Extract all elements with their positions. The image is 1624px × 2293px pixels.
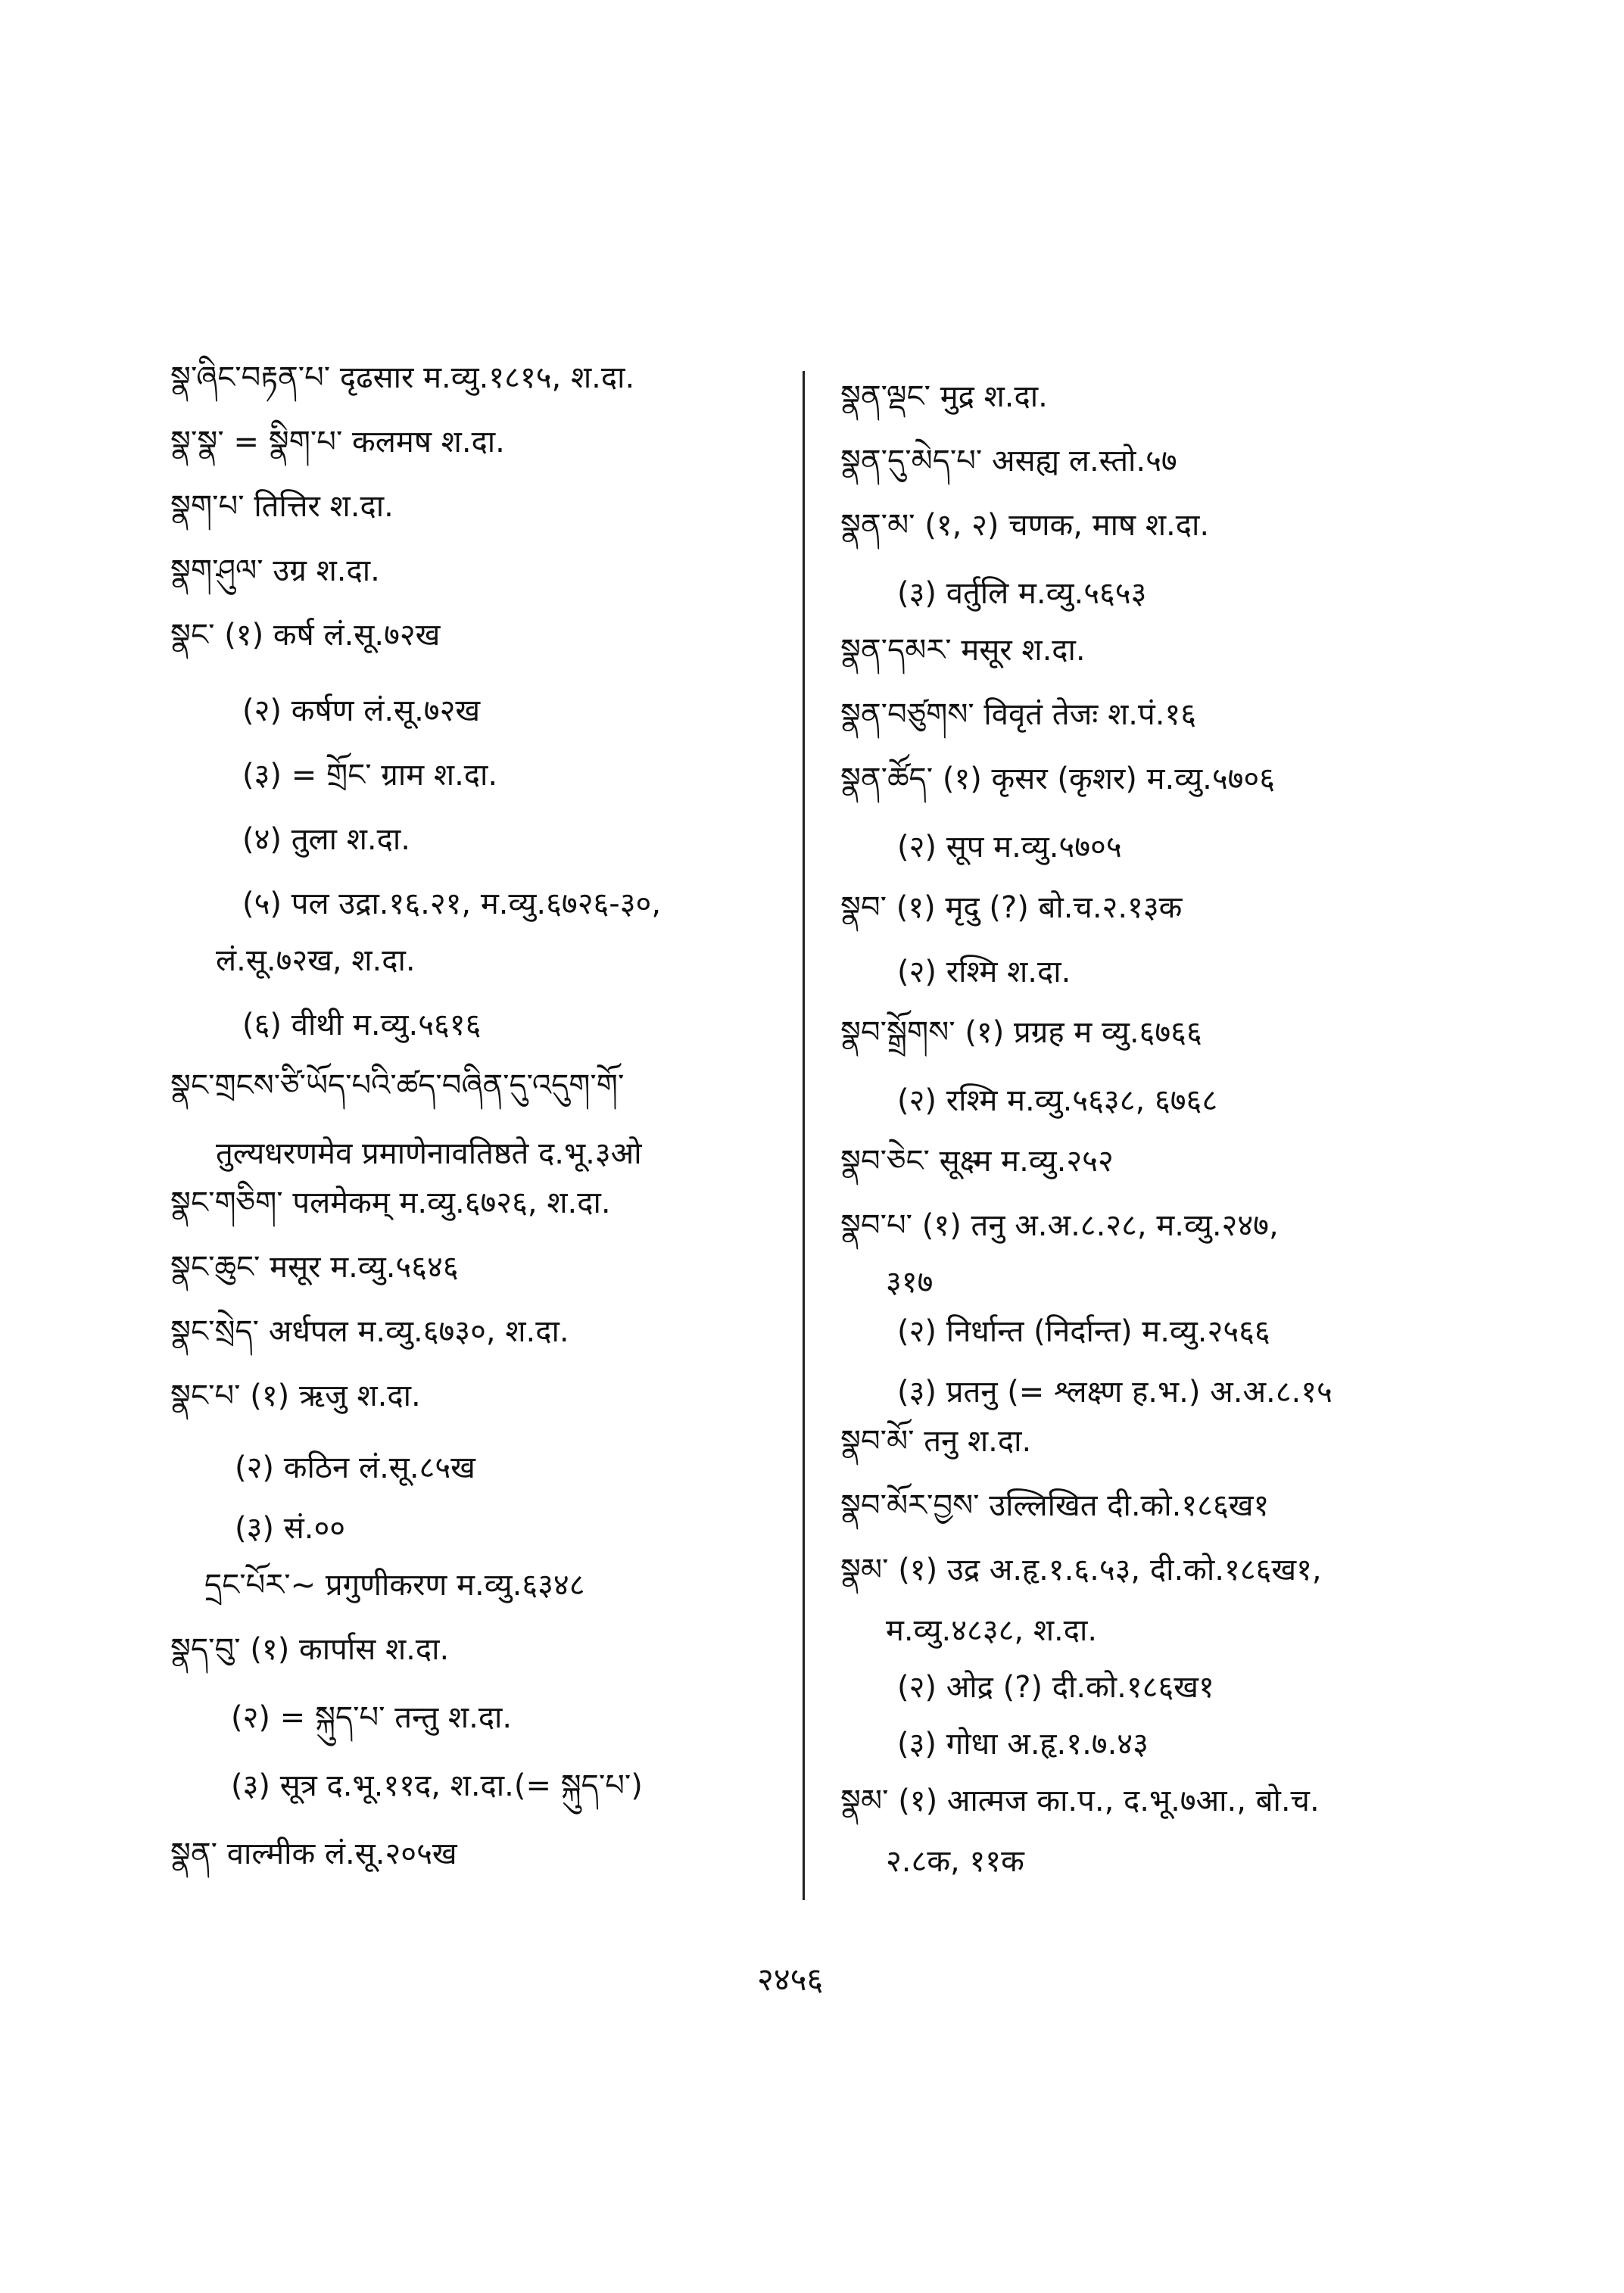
dictionary-entry: སྣང་ (१) कर्ष लं.सू.७२ख <box>170 618 441 653</box>
dictionary-entry: སྣན་མ་ (१, २) चणक, माष श.दा. <box>840 508 1210 543</box>
dictionary-entry: སྣབ་མོར་བྱས་ उल्लिखित दी.को.१८६ख१ <box>840 1488 1270 1523</box>
dictionary-subentry: (२) रश्मि म.व्यु.५६३८, ६७६८ <box>897 1083 1218 1118</box>
dictionary-subentry: (३) सं.०० <box>235 1511 346 1546</box>
dictionary-subentry: (२) कठिन लं.सू.८५ख <box>235 1450 475 1485</box>
dictionary-entry: སྣབ་ཅེང་ सूक्ष्म म.व्यु.२५२ <box>840 1144 1114 1179</box>
dictionary-subentry: དྲང་པོར་~ प्रगुणीकरण म.व्यु.६३४८ <box>204 1568 585 1603</box>
dictionary-entry: སྣབ་པ་ (१) तनु अ.अ.८.२८, म.व्यु.२४७, <box>840 1208 1279 1243</box>
dictionary-entry: སྣ་སྣ་ = སྣིག་པ་ कलमष श.दा. <box>170 425 505 460</box>
dictionary-entry: སྣམ་ (१) उद्र अ.हृ.१.६.५३, दी.को.१८६ख१, <box>840 1553 1322 1587</box>
dictionary-entry: སྣན་དུ་མེད་པ་ असह्य ल.स्तो.५७ <box>840 444 1177 478</box>
dictionary-subentry: (३) प्रतनु (= श्लक्ष्ण ह.भ.) अ.अ.८.१५ <box>897 1375 1333 1410</box>
dictionary-subentry: (२) = སྐུད་པ་ तन्तु श.दा. <box>231 1700 513 1735</box>
dictionary-entry: སྣན་ वाल्मीक लं.सू.२०५ख <box>170 1837 457 1871</box>
dictionary-entry: སྣག་པ་ तित्तिर श.दा. <box>170 489 394 524</box>
dictionary-entry: སྣང་པ་ (१) ऋजु श.दा. <box>170 1379 421 1413</box>
dictionary-subentry: (२) कर्षण लं.सू.७२ख <box>242 693 481 728</box>
dictionary-entry: སྣད་བུ་ (१) कार्पास श.दा. <box>170 1632 450 1667</box>
dictionary-entry: སྣ་ཞིང་བརྟན་པ་ दृढसार म.व्यु.१८१५, श.दा. <box>170 360 635 395</box>
dictionary-subentry: (३) = གྲོང་ ग्राम श.दा. <box>242 758 498 793</box>
dictionary-entry: སྣན་ཚོད་ (१) कृसर (कृशर) म.व्यु.५७०६ <box>840 762 1276 796</box>
dictionary-subentry: (२) रश्मि श.दा. <box>897 955 1071 989</box>
dictionary-entry: སྣབ་ (१) मृदु (?) बो.च.२.१३क <box>840 890 1183 925</box>
dictionary-entry: སྣམ་ (१) आत्मज का.प., द.भू.७आ., बो.च. <box>840 1784 1320 1818</box>
dictionary-entry: སྣང་སྲེད་ अर्धपल म.व्यु.६७३०, श.दा. <box>170 1314 569 1349</box>
dictionary-subentry: (४) तुला श.दा. <box>242 822 410 857</box>
dictionary-subentry: (६) वीथी म.व्यु.५६१६ <box>242 1008 482 1042</box>
dictionary-subentry: लं.सू.७२ख, श.दा. <box>216 943 416 978</box>
dictionary-subentry: म.व्यु.४८३८, श.दा. <box>886 1613 1098 1648</box>
dictionary-subentry: (५) पल उद्रा.१६.२१, म.व्यु.६७२६-३०, <box>242 886 662 921</box>
dictionary-entry: སྣན་ལྡང་ मुद्र श.दा. <box>840 379 1048 414</box>
dictionary-subentry: २.८क, ११क <box>886 1844 1024 1879</box>
dictionary-subentry: (२) निर्धान्त (निर्दान्त) म.व्यु.२५६६ <box>897 1314 1270 1349</box>
dictionary-subentry: (२) ओद्र (?) दी.को.१८६ख१ <box>897 1670 1214 1705</box>
dictionary-subentry: (३) वर्तुलि म.व्यु.५६५३ <box>897 576 1147 611</box>
dictionary-subentry: (३) गोधा अ.हृ.१.७.४३ <box>897 1727 1149 1762</box>
dictionary-entry: སྣབ་མོ་ तनु श.दा. <box>840 1424 1032 1459</box>
column-divider <box>803 371 805 1900</box>
dictionary-entry: སྣབ་སྒྲོགས་ (१) प्रग्रह म व्यु.६७६६ <box>840 1015 1202 1050</box>
dictionary-entry: སྣང་གྲངས་ཙི་ཡོད་པའི་ཚད་བཞིན་དུ་འདུག་གོ་ <box>170 1068 625 1103</box>
dictionary-entry: སྣན་དམར་ मसूर श.दा. <box>840 633 1086 668</box>
dictionary-entry: སྣག་ཤུལ་ उग्र श.दा. <box>170 553 380 588</box>
dictionary-subentry: (३) सूत्र द.भू.११द, श.दा.(= སྐུད་པ་) <box>231 1768 643 1803</box>
dictionary-subentry: (२) सूप म.व्यु.५७०५ <box>897 830 1122 865</box>
dictionary-subentry: ३१७ <box>886 1265 934 1300</box>
dictionary-entry: སྣང་གཅིག་ पलमेकम् म.व्यु.६७२६, श.दा. <box>170 1185 611 1220</box>
page-number: २४५६ <box>757 1961 824 1998</box>
dictionary-entry: སྣང་ཆུང་ मसूर म.व्यु.५६४६ <box>170 1250 459 1285</box>
dictionary-subentry: तुल्यधरणमेव प्रमाणेनावतिष्ठते द.भू.३ओ <box>216 1136 642 1171</box>
dictionary-entry: སྣན་བཙུགས་ विवृतं तेजः श.पं.१६ <box>840 697 1197 732</box>
